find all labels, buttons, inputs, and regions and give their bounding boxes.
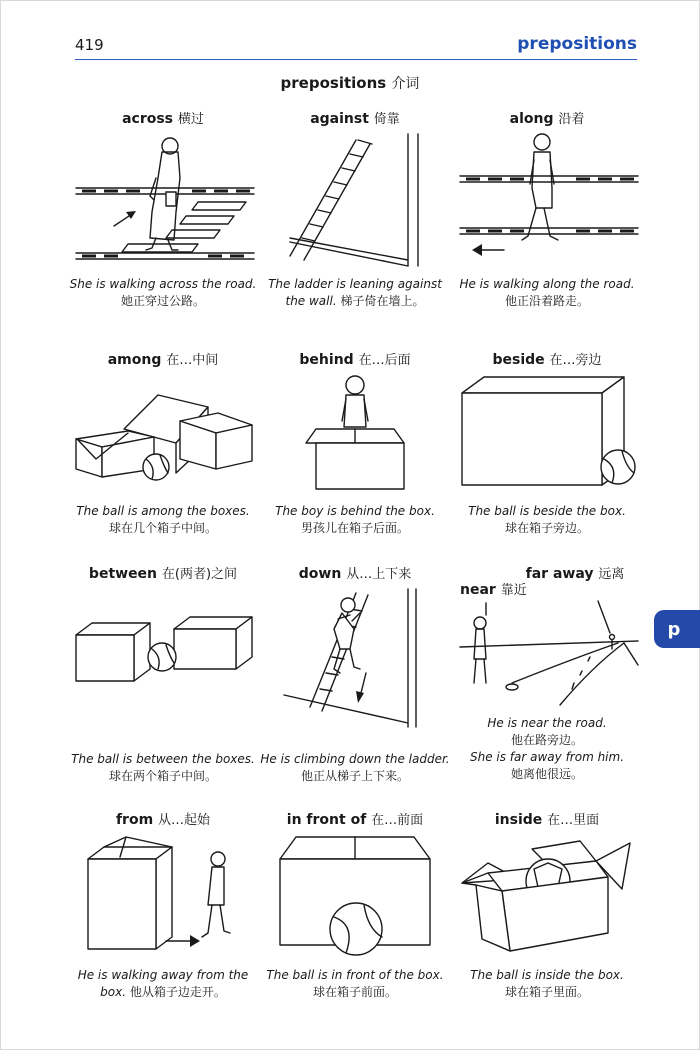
entry-against <box>260 108 450 313</box>
caption-zh: 他正沿着路走。 <box>504 294 589 308</box>
in-front-of-illustration <box>260 833 450 963</box>
caption-en-near: He is near the road. <box>487 716 607 730</box>
header-rule <box>75 59 637 60</box>
term-zh: 在…前面 <box>371 813 424 828</box>
term-zh: 横过 <box>177 112 204 127</box>
beside-illustration <box>452 373 642 493</box>
caption-zh: 球在几个箱子中间。 <box>108 521 217 535</box>
term-en: in front of <box>286 812 367 828</box>
along-illustration <box>452 130 642 270</box>
caption-zh: 梯子倚在墙上。 <box>340 294 425 308</box>
caption-zh: 球在两个箱子中间。 <box>108 769 217 783</box>
caption-zh: 球在箱子旁边。 <box>504 521 589 535</box>
term-en: behind <box>299 352 354 368</box>
entry-term <box>260 809 450 828</box>
term-zh: 在…里面 <box>547 813 600 828</box>
entry-term-near <box>460 579 527 598</box>
entry-caption <box>68 276 258 310</box>
term-en: far away <box>525 566 594 582</box>
entry-from <box>68 809 258 1009</box>
caption-en: The ball is in front of the box. <box>266 968 444 982</box>
page-number: 419 <box>75 36 104 54</box>
term-en: beside <box>492 352 545 368</box>
caption-zh: 男孩儿在箱子后面。 <box>300 521 409 535</box>
entry-term <box>68 563 258 582</box>
term-zh: 从…起始 <box>158 813 211 828</box>
entry-across <box>68 108 258 313</box>
entry-term <box>452 809 642 828</box>
page-heading-zh: 介词 <box>391 76 420 92</box>
term-zh: 在…旁边 <box>549 353 602 368</box>
entry-caption <box>260 276 450 310</box>
caption-en: The ball is beside the box. <box>468 504 626 518</box>
caption-zh: 她正穿过公路。 <box>120 294 205 308</box>
near-far-illustration <box>452 597 642 717</box>
term-zh: 倚靠 <box>373 112 400 127</box>
across-illustration <box>68 130 258 270</box>
section-title: prepositions <box>517 34 637 54</box>
caption-en: He is walking along the road. <box>459 277 635 291</box>
term-en: along <box>509 111 554 127</box>
entry-term <box>260 349 450 368</box>
entry-term <box>452 108 642 127</box>
page-heading-en: prepositions <box>280 74 387 92</box>
caption-en: The ball is between the boxes. <box>71 752 255 766</box>
between-illustration <box>68 587 258 727</box>
entry-term <box>260 108 450 127</box>
entry-in-front-of <box>260 809 450 1009</box>
caption-zh: 他正从梯子上下来。 <box>300 769 409 783</box>
behind-illustration <box>260 373 450 493</box>
against-illustration <box>260 130 450 270</box>
term-near-zh: 靠近 <box>500 583 527 598</box>
from-illustration <box>68 833 258 963</box>
caption-zh: 球在箱子里面。 <box>504 985 589 999</box>
entry-beside <box>452 349 642 534</box>
entry-far-away <box>452 563 642 793</box>
term-en: across <box>122 111 174 127</box>
entry-caption <box>68 967 258 1001</box>
among-illustration <box>68 373 258 493</box>
entry-between <box>68 563 258 793</box>
term-en: between <box>88 566 158 582</box>
caption-zh: 球在箱子前面。 <box>312 985 397 999</box>
entry-caption <box>68 751 258 785</box>
down-illustration <box>260 585 450 735</box>
entry-term <box>68 108 258 127</box>
entry-caption <box>452 715 642 783</box>
term-en: from <box>115 812 154 828</box>
term-en: inside <box>494 812 543 828</box>
entry-among <box>68 349 258 534</box>
caption-en: The boy is behind the box. <box>275 504 435 518</box>
entry-down <box>260 563 450 793</box>
caption-en-line2: the wall. <box>285 294 337 308</box>
term-zh: 从…上下来 <box>346 567 412 582</box>
thumb-index-tab[interactable]: p <box>654 610 700 648</box>
caption-en-line2: box. <box>100 985 127 999</box>
inside-illustration <box>452 833 642 963</box>
entry-term <box>68 809 258 828</box>
entry-caption <box>260 967 450 1001</box>
entry-term <box>260 563 450 582</box>
caption-zh: 他从箱子边走开。 <box>129 985 226 999</box>
term-zh: 在…后面 <box>358 353 411 368</box>
term-zh: 在…中间 <box>166 353 219 368</box>
term-zh: 在(两者)之间 <box>161 567 238 582</box>
caption-en: The ball is among the boxes. <box>76 504 250 518</box>
entry-term <box>452 349 642 368</box>
entry-caption <box>260 503 450 537</box>
caption-en: He is climbing down the ladder. <box>260 752 450 766</box>
entry-caption <box>452 276 642 310</box>
caption-en: The ball is inside the box. <box>470 968 624 982</box>
term-zh: 沿着 <box>558 112 585 127</box>
term-en: down <box>298 566 342 582</box>
caption-en: She is walking across the road. <box>69 277 257 291</box>
term-near-en: near <box>460 582 496 598</box>
caption-en-line1: The ladder is leaning against <box>268 277 442 291</box>
entry-caption <box>452 967 642 1001</box>
entry-caption <box>452 503 642 537</box>
entry-caption <box>68 503 258 537</box>
caption-en-far: She is far away from him. <box>469 750 625 764</box>
term-zh: 远离 <box>598 567 625 582</box>
entry-behind <box>260 349 450 534</box>
caption-en-line1: He is walking away from the <box>77 968 249 982</box>
entry-term <box>68 349 258 368</box>
entry-inside <box>452 809 642 1009</box>
term-en: against <box>310 111 369 127</box>
entry-caption <box>260 751 450 785</box>
caption-zh-far: 她离他很远。 <box>510 767 583 781</box>
entry-along <box>452 108 642 313</box>
term-en: among <box>107 352 162 368</box>
caption-zh-near: 他在路旁边。 <box>510 733 583 747</box>
page-heading <box>0 73 700 93</box>
